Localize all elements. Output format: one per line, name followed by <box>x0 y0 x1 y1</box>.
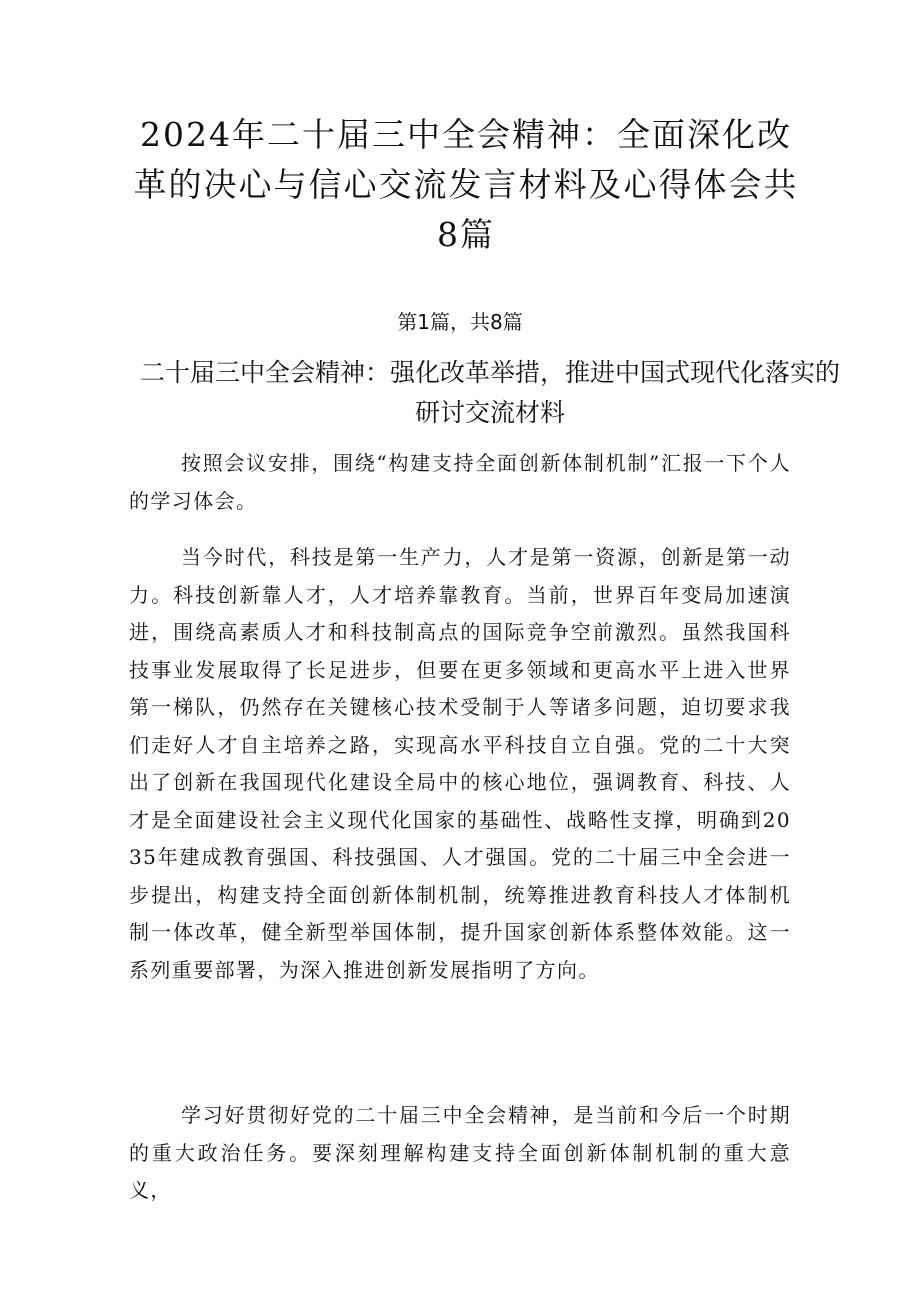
chapter-label: 第1篇，共8篇 <box>397 310 523 334</box>
document-title: 2024年二十届三中全会精神：全面深化改革的决心与信心交流发言材料及心得体会共8篇 <box>133 115 799 254</box>
body-paragraph: 学习好贯彻好党的二十届三中全会精神，是当前和今后一个时期的重大政治任务。要深刻理解构建支持全面创新体制机制的重大意义， <box>129 1103 791 1202</box>
article-subtitle: 二十届三中全会精神：强化改革举措，推进中国式现代化落实的研讨交流材料 <box>140 358 841 427</box>
body-paragraph: 按照会议安排，围绕“构建支持全面创新体制机制”汇报一下个人的学习体会。 <box>129 451 791 513</box>
body-paragraph: 当今时代，科技是第一生产力，人才是第一资源，创新是第一动力。科技创新靠人才，人才培养靠教育。当前，世界百年变局加速演进，围绕高素质人才和科技制高点的国际竞争空前激烈。虽然我国科技事业发展取得了长足进步，但要在更多领域和更高水平上进入世界第一梯队，仍然存在关键核心技术受制于人等诸多问题，迫切要求我们走好人才自主培养之路，实现高水平科技自立自强。党的二十大突出了创新在我国现代化建设全局中的核心地位，强调教育、科技、人才是全面建设社会主义现代化国家的基础性、战略性支撑，明确到2035年建成教育强国、科技强国、人才强国。党的二十届三中全会进一步提出，构建支持全面创新体制机制，统筹推进教育科技人才体制机制一体改革，健全新型举国体制，提升国家创新体系整体效能。这一系列重要部署，为深入推进创新发展指明了方向。 <box>129 545 791 982</box>
